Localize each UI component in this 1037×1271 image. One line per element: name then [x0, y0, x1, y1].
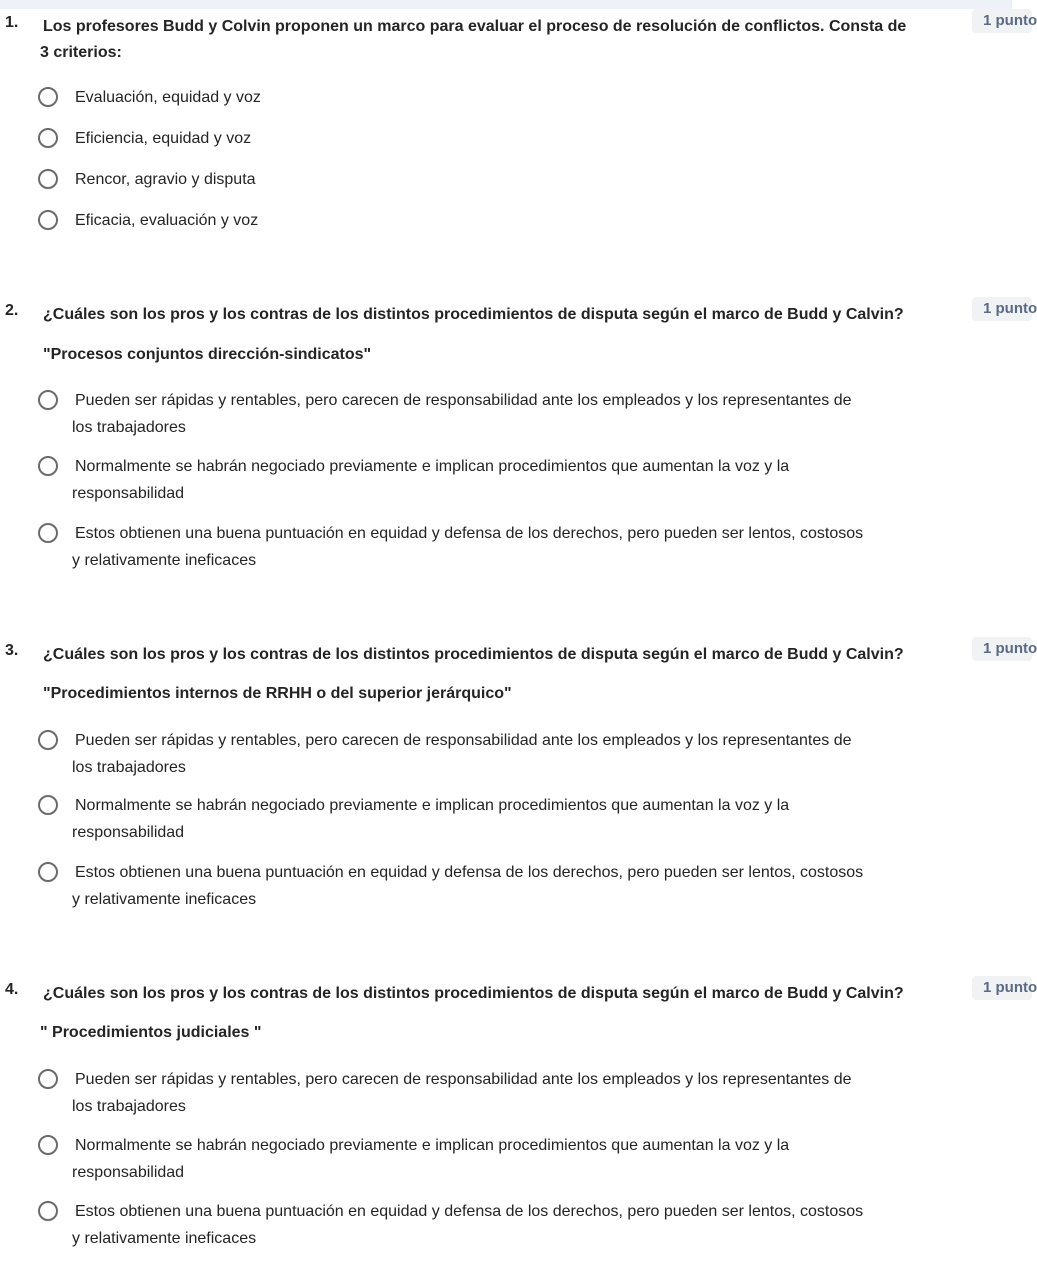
question-text-line-1: Los profesores Budd y Colvin proponen un marco para evaluar el proceso de resolución de conflictos. Consta de — [43, 18, 907, 35]
option-label: Pueden ser rápidas y rentables, pero carecen de responsabilidad ante los empleados y los representantes de — [75, 392, 852, 409]
question-text — [40, 14, 920, 66]
question-subtitle: "Procedimientos internos de RRHH o del superior jerárquico" — [43, 685, 512, 702]
question-number: 4. — [5, 981, 19, 998]
option-label: Eficiencia, equidad y voz — [75, 130, 252, 147]
option-label: Estos obtienen una buena puntuación en equidad y defensa de los derechos, pero pueden ser lentos, costosos — [75, 525, 864, 542]
question-number: 2. — [5, 302, 19, 319]
question-number: 1. — [5, 14, 19, 31]
option-label: Pueden ser rápidas y rentables, pero carecen de responsabilidad ante los empleados y los representantes de — [75, 732, 852, 749]
radio-circle-icon[interactable] — [38, 456, 58, 476]
radio-circle-icon[interactable] — [38, 1201, 58, 1221]
question-text: ¿Cuáles son los pros y los contras de los distintos procedimientos de disputa según el marco de Budd y Calvin? — [43, 646, 904, 663]
question-text: ¿Cuáles son los pros y los contras de los distintos procedimientos de disputa según el marco de Budd y Calvin? — [43, 306, 904, 323]
question-text-line-2: 3 criterios: — [40, 44, 122, 61]
top-bar — [0, 0, 1012, 9]
option-label-cont: los trabajadores — [72, 759, 186, 776]
option-label-cont: y relativamente ineficaces — [72, 1230, 257, 1247]
option-label-cont: los trabajadores — [72, 1098, 186, 1115]
radio-circle-icon[interactable] — [38, 862, 58, 882]
radio-circle-icon[interactable] — [38, 730, 58, 750]
option-label: Normalmente se habrán negociado previamente e implican procedimientos que aumentan la voz y la — [75, 797, 790, 814]
radio-circle-icon[interactable] — [38, 1135, 58, 1155]
radio-circle-icon[interactable] — [38, 87, 58, 107]
option-label-cont: responsabilidad — [72, 1164, 185, 1181]
question-subtitle: "Procesos conjuntos dirección-sindicatos" — [43, 346, 372, 363]
option-label: Rencor, agravio y disputa — [75, 171, 256, 188]
option-label: Pueden ser rápidas y rentables, pero carecen de responsabilidad ante los empleados y los representantes de — [75, 1071, 852, 1088]
radio-circle-icon[interactable] — [38, 390, 58, 410]
option-label-cont: responsabilidad — [72, 485, 185, 502]
option-label-cont: y relativamente ineficaces — [72, 552, 257, 569]
points-badge: 1 punto — [972, 976, 1032, 1000]
option-label-cont: responsabilidad — [72, 824, 185, 841]
question-number: 3. — [5, 642, 19, 659]
points-badge: 1 punto — [972, 297, 1032, 321]
radio-circle-icon[interactable] — [38, 128, 58, 148]
radio-circle-icon[interactable] — [38, 1069, 58, 1089]
option-label-cont: y relativamente ineficaces — [72, 891, 257, 908]
points-badge: 1 punto — [972, 637, 1032, 661]
option-label: Evaluación, equidad y voz — [75, 89, 261, 106]
radio-circle-icon[interactable] — [38, 795, 58, 815]
radio-circle-icon[interactable] — [38, 169, 58, 189]
question-text: ¿Cuáles son los pros y los contras de los distintos procedimientos de disputa según el marco de Budd y Calvin? — [43, 985, 904, 1002]
radio-circle-icon[interactable] — [38, 523, 58, 543]
points-badge: 1 punto — [972, 9, 1032, 33]
option-label: Estos obtienen una buena puntuación en equidad y defensa de los derechos, pero pueden ser lentos, costosos — [75, 1203, 864, 1220]
option-label: Estos obtienen una buena puntuación en equidad y defensa de los derechos, pero pueden ser lentos, costosos — [75, 864, 864, 881]
option-label: Eficacia, evaluación y voz — [75, 212, 259, 229]
question-subtitle: " Procedimientos judiciales " — [40, 1024, 262, 1041]
option-label: Normalmente se habrán negociado previamente e implican procedimientos que aumentan la voz y la — [75, 458, 790, 475]
radio-circle-icon[interactable] — [38, 210, 58, 230]
option-label-cont: los trabajadores — [72, 419, 186, 436]
option-label: Normalmente se habrán negociado previamente e implican procedimientos que aumentan la voz y la — [75, 1137, 790, 1154]
